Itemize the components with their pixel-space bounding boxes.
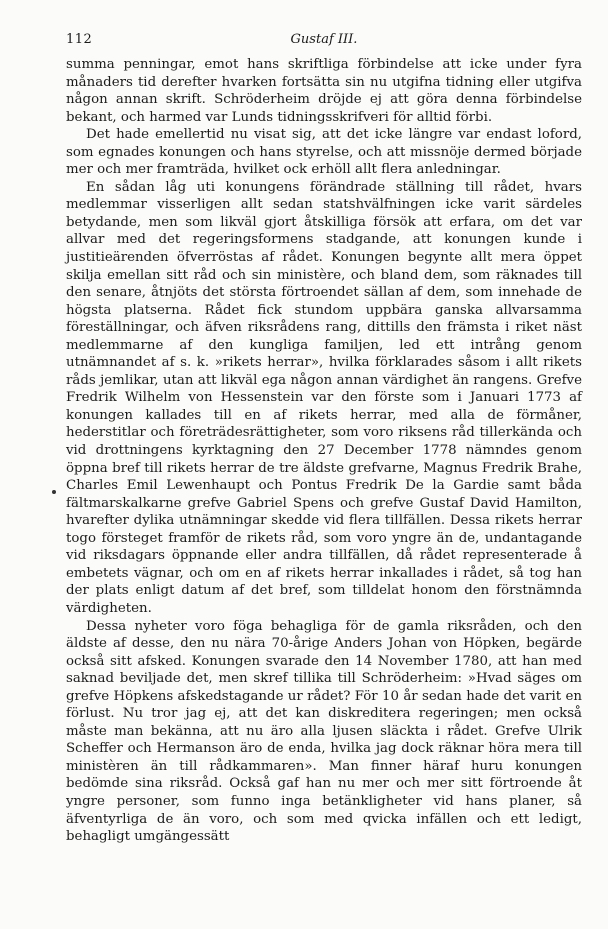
paragraph-4: Dessa nyheter voro föga behagliga för de gamla riksråden, och den äldste af desse, den nu nära 70-årige Anders Johan von Höpken, begärde också sitt afsked. Konungen svarade den 14 November 1780, att han med saknad beviljade det, men skref tillika till Schröderheim: »Hvad säges om grefve Höpkens afskedstagande ur rådet? För 10 år sedan hade det varit en förlust. Nu tror jag ej, att det kan diskreditera regeringen; men också måste man bekänna, att nu äro alla ljusen släckta i rådet. Grefve Ulrik Scheffer och Hermanson äro de enda, hvilka jag dock räknar höra mera till ministèren än till rådkammaren». Man finner häraf huru konungen bedömde sina riksråd. Också gaf han nu mer och mer sitt förtroende åt yngre personer, som funno inga betänkligheter vid hans planer, så äfventyrliga de än voro, och som med qvicka infällen och ett ledigt, behagligt umgängessätt [66, 618, 582, 845]
book-page [0, 28, 608, 929]
paragraph-3: En sådan låg uti konungens förändrade ställning till rådet, hvars medlemmar visserligen allt sedan statshvälfningen icke varit särdeles betydande, men som likväl gjort åtskilliga försök att erfara, om det var allvar med det regeringsformens stadgande, att konungen kunde i justitieärenden öfverröstas af rådet. Konungen begynte allt mera öppet skilja emellan sitt råd och sin ministère, och bland dem, som räknades till den senare, åtnjöts det största förtroendet sällan af dem, som innehade de högsta platserna. Rådet fick stundom uppbära ganska allvarsamma föreställningar, och äfven riksrådens rang, dittills den främsta i riket näst medlemmarne af den kungliga familjen, led ett intrång genom utnämnandet af s. k. »rikets herrar», hvilka förklarades såsom i allt rikets råds jemlikar, utan att likväl ega någon annan värdighet än rangens. Grefve Fredrik Wilhelm von Hessenstein var den förste som i Januari 1773 af konungen kallades till en af rikets herrar, med alla de förmåner, hederstitlar och företrädesrättigheter, som voro riksens råd tillerkända och vid drottningens kyrktagning den 27 December 1778 nämndes genom öppna bref till rikets herrar de tre äldste grefvarne, Magnus Fredrik Brahe, Charles Emil Lewenhaupt och Pontus Fredrik De la Gardie samt båda fältmarskalkarne grefve Gabriel Spens och grefve Gustaf David Hamilton, hvarefter dylika utnämningar skedde vid flera tillfällen. Dessa rikets herrar togo försteget framför de rikets råd, som voro yngre än de, undantagande vid riksdagars öppnande eller andra tillfällen, då rådet representerade å embetets vägnar, och om en af rikets herrar inkallades i rådet, så tog han der plats enligt datum af det bref, som tilldelat honom den förstnämnda värdigheten. [66, 179, 582, 616]
running-title: Gustaf III. [290, 32, 358, 47]
paragraph-2: Det hade emellertid nu visat sig, att det icke längre var endast loford, som egnades konungen och hans styrelse, och att missnöje dermed började mer och mer framträda, hvilket ock erhöll allt flera anledningar. [66, 127, 582, 178]
margin-speck [52, 490, 56, 494]
page-body [66, 56, 582, 846]
page-header [66, 28, 582, 52]
page-number: 112 [66, 32, 93, 47]
paragraph-1: summa penningar, emot hans skriftliga förbindelse att icke under fyra månaders tid derefter hvarken fortsätta sin nu utgifna tidning eller utgifva någon annan skrift. Schröderheim dröjde ej att göra denna förbindelse bekant, och harmed var Lunds tidningsskrifveri för alltid förbi. [66, 57, 582, 125]
